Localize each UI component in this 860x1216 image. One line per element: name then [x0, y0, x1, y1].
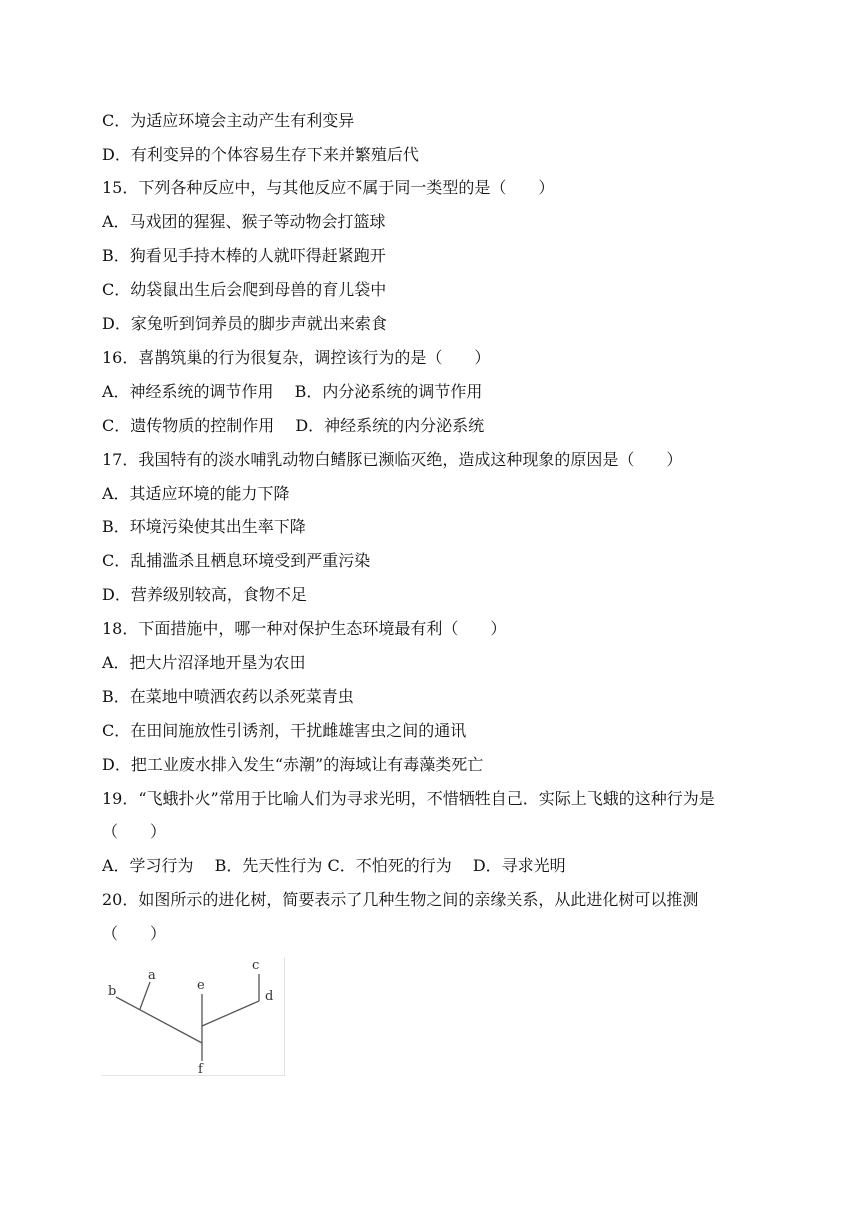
tree-branch-b [116, 997, 202, 1043]
q15-option-b: B．狗看见手持木棒的人就吓得赶紧跑开 [102, 246, 386, 265]
tree-label-f: f [198, 1062, 203, 1076]
q16-options-cd: C．遗传物质的控制作用 D．神经系统的内分泌系统 [102, 416, 485, 435]
q16-options-ab: A．神经系统的调节作用 B．内分泌系统的调节作用 [102, 382, 483, 401]
q19-answer-blank: （ ） [102, 822, 167, 841]
tree-label-d: d [265, 989, 274, 1004]
tree-label-c: c [252, 958, 260, 973]
q18-stem: 18．下面措施中，哪一种对保护生态环境最有利（ ） [102, 619, 507, 638]
q15-option-c: C．幼袋鼠出生后会爬到母兽的育儿袋中 [102, 280, 387, 299]
tree-branch-a [140, 982, 150, 1009]
q14-option-d: D．有利变异的个体容易生存下来并繁殖后代 [102, 145, 419, 164]
q17-option-d: D．营养级别较高，食物不足 [102, 585, 307, 604]
q17-stem: 17．我国特有的淡水哺乳动物白鳍豚已濒临灭绝，造成这种现象的原因是（ ） [102, 450, 683, 469]
tree-label-b: b [108, 984, 117, 999]
q19-stem: 19．“飞蛾扑火”常用于比喻人们为寻求光明，不惜牺牲自己．实际上飞蛾的这种行为是 [102, 789, 715, 808]
tree-label-e: e [197, 978, 205, 993]
tree-label-a: a [148, 968, 156, 983]
q18-option-b: B．在菜地中喷洒农药以杀死菜青虫 [102, 687, 354, 706]
q20-stem: 20．如图所示的进化树，简要表示了几种生物之间的亲缘关系，从此进化树可以推测 [102, 890, 699, 909]
q18-option-c: C．在田间施放性引诱剂，干扰雌雄害虫之间的通讯 [102, 721, 467, 740]
tree-branch-cd [202, 1001, 259, 1026]
q15-stem: 15．下列各种反应中，与其他反应不属于同一类型的是（ ） [102, 178, 555, 197]
q17-option-b: B．环境污染使其出生率下降 [102, 517, 306, 536]
q17-option-a: A．其适应环境的能力下降 [102, 484, 290, 503]
q16-stem: 16．喜鹊筑巢的行为很复杂，调控该行为的是（ ） [102, 348, 491, 367]
q14-option-c: C．为适应环境会主动产生有利变异 [102, 111, 355, 130]
q15-option-d: D．家兔听到饲养员的脚步声就出来索食 [102, 314, 387, 333]
q18-option-a: A．把大片沼泽地开垦为农田 [102, 653, 306, 672]
q17-option-c: C．乱捕滥杀且栖息环境受到严重污染 [102, 551, 371, 570]
q18-option-d: D．把工业废水排入发生“赤潮”的海域让有毒藻类死亡 [102, 755, 484, 774]
q20-answer-blank: （ ） [102, 924, 167, 943]
q19-options: A．学习行为 B．先天性行为 C．不怕死的行为 D．寻求光明 [102, 856, 566, 875]
q15-option-a: A．马戏团的猩猩、猴子等动物会打篮球 [102, 212, 386, 231]
evolution-tree-figure [102, 957, 285, 1076]
